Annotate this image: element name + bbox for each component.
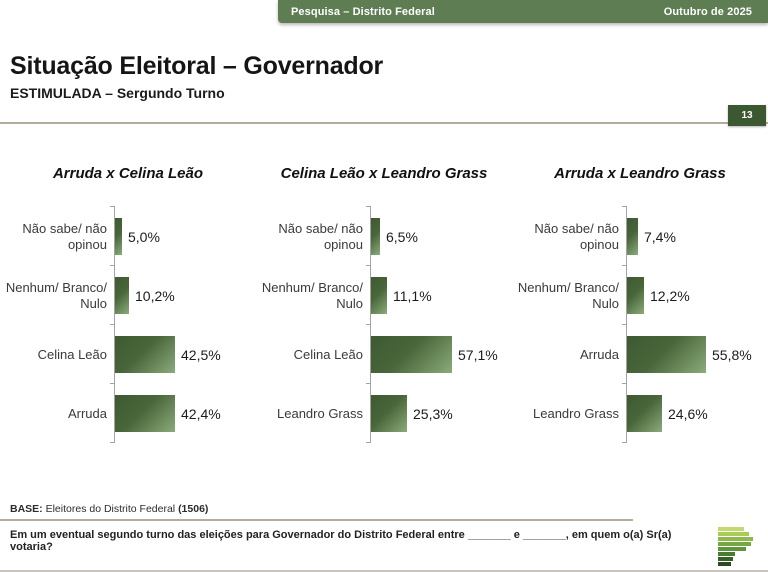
- chart-row: [256, 207, 512, 266]
- title-block: [10, 52, 383, 101]
- chart-row: [512, 207, 768, 266]
- category-label: Arruda: [67, 405, 107, 421]
- category-label: Não sabe/ não opinou: [22, 220, 107, 252]
- axis-tick: [366, 324, 371, 325]
- chart-row: [512, 384, 768, 443]
- axis-tick: [110, 265, 115, 266]
- page-number-badge: 13: [728, 105, 766, 126]
- bar: [115, 277, 129, 314]
- axis-bar-track: [626, 325, 768, 384]
- axis-bar-track: [114, 325, 256, 384]
- chart-title: Arruda x Leandro Grass: [554, 165, 726, 182]
- chart-arruda-x-celina: [0, 165, 256, 443]
- axis-bar-track: [370, 207, 512, 266]
- axis-bar-track: [114, 207, 256, 266]
- base-label: BASE:: [10, 503, 43, 515]
- bar: [115, 395, 175, 432]
- logo-bar: [718, 557, 733, 561]
- chart-row: [512, 266, 768, 325]
- axis-tick: [622, 324, 627, 325]
- axis-bar-track: [114, 384, 256, 443]
- chart-row: [0, 266, 256, 325]
- chart-row: [256, 325, 512, 384]
- chart-row: [0, 384, 256, 443]
- header-survey-label: Pesquisa – Distrito Federal: [291, 5, 435, 18]
- survey-question: Em um eventual segundo turno das eleições para Governador do Distrito Federal entre _______ e _______, em quem o(a) Sr(a) votaria?: [10, 529, 672, 553]
- axis-tick: [622, 206, 627, 207]
- logo-bar: [718, 537, 753, 541]
- axis-tick: [110, 324, 115, 325]
- axis-tick: [110, 383, 115, 384]
- logo-bar: [718, 527, 744, 531]
- bar: [627, 336, 706, 373]
- chart-plot-area: [0, 207, 256, 443]
- chart-title: Celina Leão x Leandro Grass: [280, 165, 488, 182]
- category-label: Leandro Grass: [277, 405, 363, 421]
- category-label: Não sabe/ não opinou: [534, 220, 619, 252]
- axis-bar-track: [370, 325, 512, 384]
- value-label: 42,5%: [181, 346, 221, 363]
- axis-tick: [622, 383, 627, 384]
- header-date-label: Outubro de 2025: [663, 5, 752, 18]
- chart-row: [512, 325, 768, 384]
- axis-tick: [622, 265, 627, 266]
- company-logo: [718, 527, 753, 566]
- bar: [115, 218, 122, 255]
- base-note: [10, 503, 208, 515]
- divider-line-top: [0, 122, 768, 124]
- axis-bar-track: [626, 266, 768, 325]
- value-label: 5,0%: [128, 228, 160, 245]
- axis-tick: [366, 383, 371, 384]
- category-label: Nenhum/ Branco/ Nulo: [5, 279, 107, 311]
- bar: [371, 277, 387, 314]
- value-label: 12,2%: [650, 287, 690, 304]
- value-label: 57,1%: [458, 346, 498, 363]
- chart-plot-area: [512, 207, 768, 443]
- axis-bar-track: [370, 266, 512, 325]
- bar: [627, 395, 662, 432]
- base-count: (1506): [178, 503, 209, 515]
- axis-bar-track: [626, 207, 768, 266]
- category-label: Nenhum/ Branco/ Nulo: [261, 279, 363, 311]
- logo-bar: [718, 547, 746, 551]
- axis-tick: [366, 442, 371, 443]
- bar: [115, 336, 175, 373]
- category-label: Celina Leão: [37, 346, 107, 362]
- axis-tick: [366, 206, 371, 207]
- chart-plot-area: [256, 207, 512, 443]
- chart-row: [0, 207, 256, 266]
- chart-row: [0, 325, 256, 384]
- header-ribbon: [278, 0, 768, 23]
- value-label: 7,4%: [644, 228, 676, 245]
- chart-row: [256, 384, 512, 443]
- value-label: 55,8%: [712, 346, 752, 363]
- value-label: 6,5%: [386, 228, 418, 245]
- charts-area: [0, 165, 768, 443]
- base-text: Eleitores do Distrito Federal: [42, 503, 179, 515]
- chart-celina-x-grass: [256, 165, 512, 443]
- logo-bar: [718, 552, 735, 556]
- axis-tick: [110, 206, 115, 207]
- logo-bar: [718, 542, 751, 546]
- category-label: Nenhum/ Branco/ Nulo: [517, 279, 619, 311]
- value-label: 42,4%: [181, 405, 221, 422]
- category-label: Celina Leão: [293, 346, 363, 362]
- divider-line-footer: [0, 519, 633, 521]
- chart-arruda-x-grass: [512, 165, 768, 443]
- bar: [371, 218, 380, 255]
- value-label: 11,1%: [393, 287, 432, 304]
- category-label: Arruda: [579, 346, 619, 362]
- bar: [627, 218, 638, 255]
- value-label: 25,3%: [413, 405, 453, 422]
- bar: [371, 336, 452, 373]
- page-title: Situação Eleitoral – Governador: [10, 52, 384, 80]
- logo-bar: [718, 562, 731, 566]
- chart-row: [256, 266, 512, 325]
- axis-tick: [366, 265, 371, 266]
- value-label: 10,2%: [135, 287, 175, 304]
- bar: [627, 277, 644, 314]
- axis-bar-track: [370, 384, 512, 443]
- axis-tick: [110, 442, 115, 443]
- page-subtitle: ESTIMULADA – Sergundo Turno: [10, 85, 225, 101]
- category-label: Leandro Grass: [533, 405, 619, 421]
- logo-bar: [718, 532, 749, 536]
- axis-bar-track: [626, 384, 768, 443]
- category-label: Não sabe/ não opinou: [278, 220, 363, 252]
- chart-title: Arruda x Celina Leão: [52, 165, 204, 182]
- axis-tick: [622, 442, 627, 443]
- bar: [371, 395, 407, 432]
- axis-bar-track: [114, 266, 256, 325]
- value-label: 24,6%: [668, 405, 708, 422]
